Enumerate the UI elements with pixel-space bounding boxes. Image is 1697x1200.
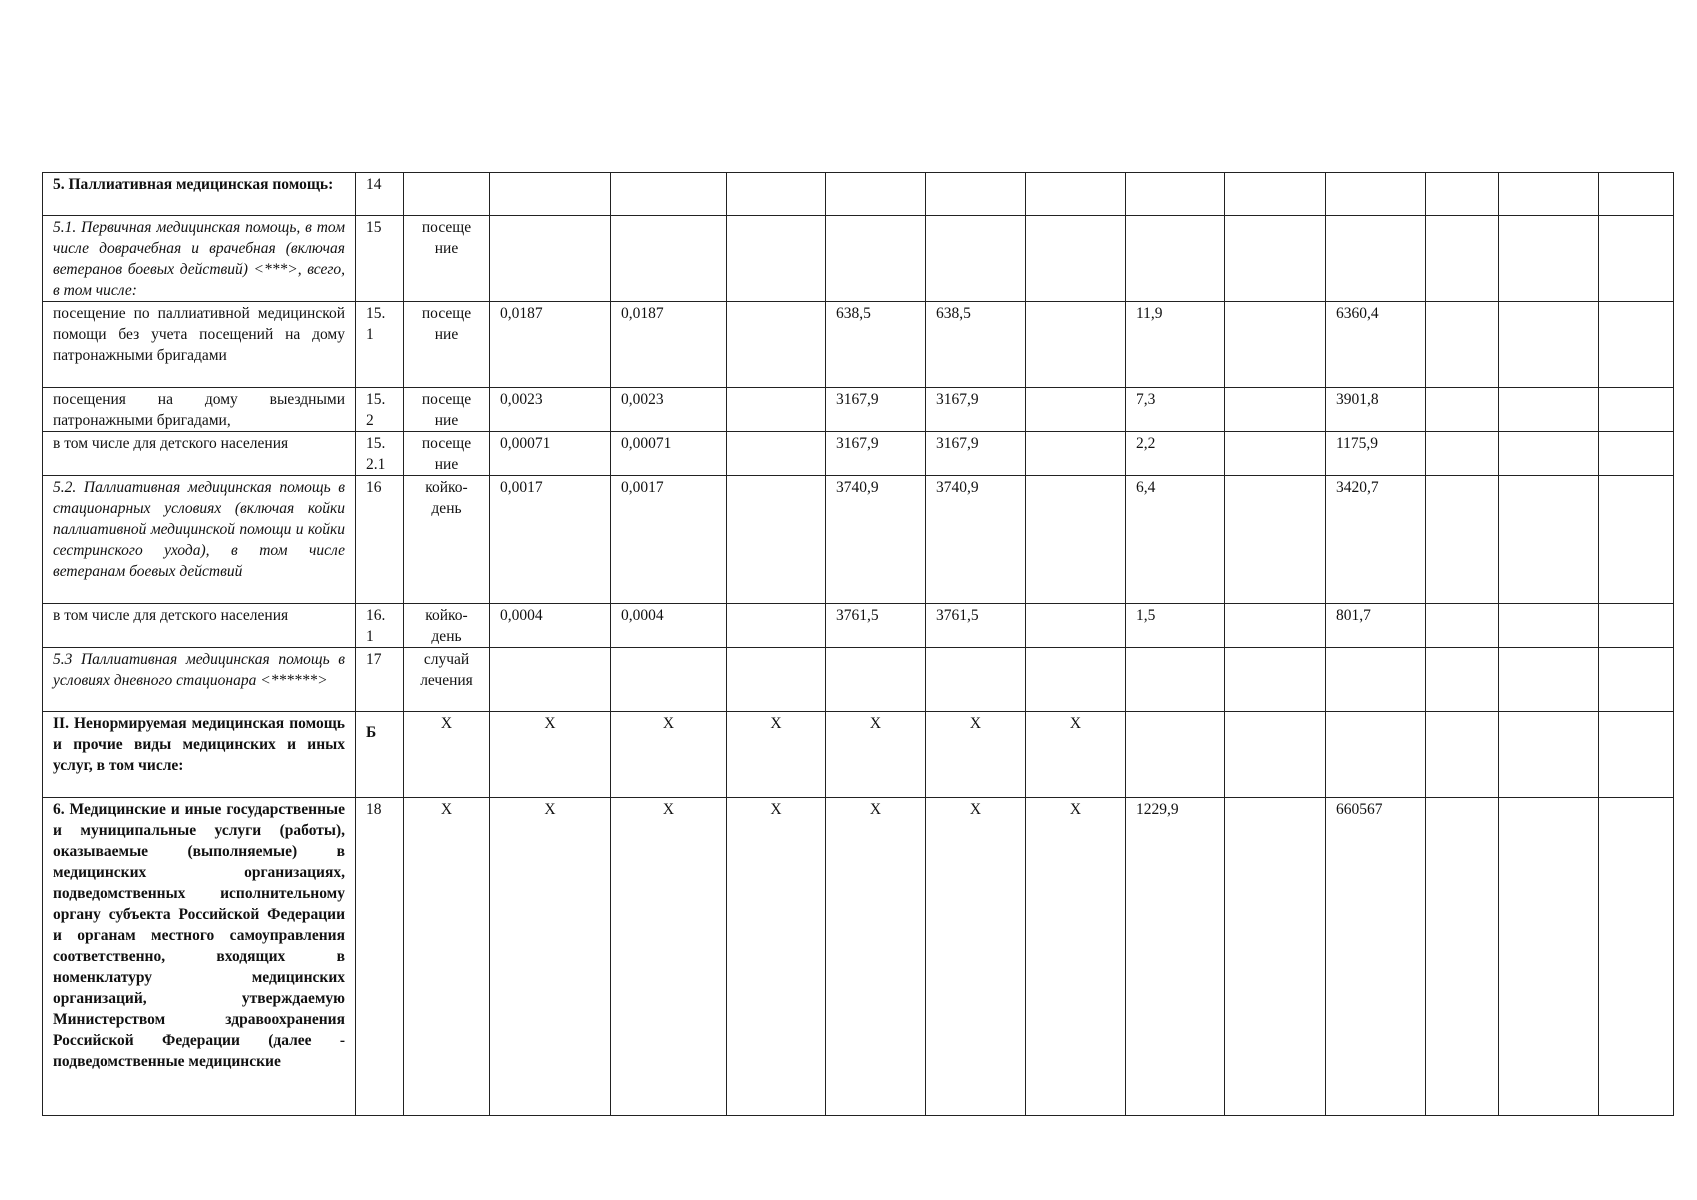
value-cell: 3167,9 (826, 432, 926, 476)
table-row (43, 712, 1674, 798)
unit-cell (404, 173, 490, 216)
value-cell (1326, 173, 1426, 216)
row-label: 5.3 Паллиативная медицинская помощь в условиях дневного стационара <******> (43, 648, 356, 712)
value-cell (1225, 798, 1326, 1116)
value-cell (1126, 216, 1225, 302)
value-cell (727, 476, 826, 604)
value-cell (1499, 388, 1599, 432)
value-cell: 3167,9 (826, 388, 926, 432)
value-cell: Х (926, 798, 1026, 1116)
value-cell: 0,0023 (490, 388, 611, 432)
value-cell (727, 648, 826, 712)
value-cell (1225, 648, 1326, 712)
value-cell: Х (611, 712, 727, 798)
row-number: 17 (356, 648, 404, 712)
value-cell: 1175,9 (1326, 432, 1426, 476)
value-cell: Х (1026, 712, 1126, 798)
row-number: 15. 1 (356, 302, 404, 388)
value-cell (727, 302, 826, 388)
value-cell (1599, 388, 1674, 432)
value-cell (490, 648, 611, 712)
table-row (43, 173, 1674, 216)
value-cell (1225, 302, 1326, 388)
value-cell (1426, 173, 1499, 216)
value-cell (1499, 173, 1599, 216)
value-cell (1499, 604, 1599, 648)
value-cell (826, 648, 926, 712)
value-cell: 638,5 (926, 302, 1026, 388)
value-cell: 3761,5 (826, 604, 926, 648)
value-cell: 0,00071 (490, 432, 611, 476)
value-cell: Х (490, 712, 611, 798)
value-cell: 0,0004 (611, 604, 727, 648)
value-cell (1326, 648, 1426, 712)
value-cell: 0,0187 (490, 302, 611, 388)
value-cell: 3740,9 (926, 476, 1026, 604)
unit-cell: посеще ние (404, 302, 490, 388)
row-label: 5.1. Первичная медицинская помощь, в том числе доврачебная и врачебная (включая ветеранов боевых действий) <***>, всего, в том числе: (43, 216, 356, 302)
value-cell: 0,0017 (611, 476, 727, 604)
value-cell (1225, 604, 1326, 648)
value-cell: Х (611, 798, 727, 1116)
value-cell (1225, 388, 1326, 432)
value-cell (1599, 216, 1674, 302)
value-cell: 660567 (1326, 798, 1426, 1116)
table-row (43, 476, 1674, 604)
value-cell: Х (1026, 798, 1126, 1116)
value-cell (1225, 216, 1326, 302)
value-cell (1026, 302, 1126, 388)
table-row (43, 302, 1674, 388)
value-cell: 3167,9 (926, 432, 1026, 476)
value-cell: 2,2 (1126, 432, 1225, 476)
row-label: II. Ненормируемая медицинская помощь и прочие виды медицинских и иных услуг, в том числе: (43, 712, 356, 798)
value-cell (611, 173, 727, 216)
row-label: в том числе для детского населения (43, 604, 356, 648)
value-cell (727, 388, 826, 432)
value-cell: Х (490, 798, 611, 1116)
value-cell: 3761,5 (926, 604, 1026, 648)
value-cell: 0,0023 (611, 388, 727, 432)
row-number: Б (356, 712, 404, 798)
table-row (43, 648, 1674, 712)
row-label: посещения на дому выездными патронажными бригадами, (43, 388, 356, 432)
row-number: 16 (356, 476, 404, 604)
table-row (43, 216, 1674, 302)
value-cell (1599, 712, 1674, 798)
unit-cell: койко- день (404, 476, 490, 604)
value-cell (727, 173, 826, 216)
value-cell: 0,0017 (490, 476, 611, 604)
value-cell (1599, 798, 1674, 1116)
value-cell (727, 216, 826, 302)
value-cell (1326, 216, 1426, 302)
unit-cell: посеще ние (404, 216, 490, 302)
value-cell (1126, 712, 1225, 798)
value-cell (1599, 302, 1674, 388)
unit-cell: койко- день (404, 604, 490, 648)
unit-cell: случай лечения (404, 648, 490, 712)
value-cell (1126, 648, 1225, 712)
value-cell (1426, 216, 1499, 302)
unit-cell: Х (404, 798, 490, 1116)
value-cell (727, 432, 826, 476)
table-row (43, 604, 1674, 648)
value-cell (826, 216, 926, 302)
value-cell (926, 216, 1026, 302)
value-cell (1599, 173, 1674, 216)
unit-cell: посеще ние (404, 388, 490, 432)
value-cell: 638,5 (826, 302, 926, 388)
table-row (43, 798, 1674, 1116)
value-cell (727, 604, 826, 648)
unit-cell: посеще ние (404, 432, 490, 476)
unit-cell: Х (404, 712, 490, 798)
value-cell (1026, 648, 1126, 712)
value-cell (1426, 432, 1499, 476)
value-cell: 3740,9 (826, 476, 926, 604)
value-cell (926, 173, 1026, 216)
table-row (43, 388, 1674, 432)
value-cell (1225, 712, 1326, 798)
row-label: 5.2. Паллиативная медицинская помощь в стационарных условиях (включая койки паллиативной медицинской помощи и койки сестринского ухода), в том числе ветеранам боевых действий (43, 476, 356, 604)
value-cell: Х (826, 712, 926, 798)
value-cell (1599, 604, 1674, 648)
table-row (43, 432, 1674, 476)
row-number: 15. 2 (356, 388, 404, 432)
value-cell: 3420,7 (1326, 476, 1426, 604)
value-cell: 6,4 (1126, 476, 1225, 604)
value-cell (1026, 173, 1126, 216)
value-cell (1126, 173, 1225, 216)
value-cell (611, 648, 727, 712)
value-cell (1426, 798, 1499, 1116)
value-cell: 3901,8 (1326, 388, 1426, 432)
value-cell (1426, 648, 1499, 712)
value-cell: Х (826, 798, 926, 1116)
value-cell (1599, 648, 1674, 712)
value-cell: Х (727, 712, 826, 798)
value-cell (1026, 476, 1126, 604)
row-number: 15 (356, 216, 404, 302)
value-cell (1426, 476, 1499, 604)
data-table (42, 172, 1674, 1116)
value-cell (926, 648, 1026, 712)
value-cell (611, 216, 727, 302)
row-number: 14 (356, 173, 404, 216)
value-cell (1225, 476, 1326, 604)
value-cell: 0,0187 (611, 302, 727, 388)
value-cell (1599, 432, 1674, 476)
value-cell (490, 173, 611, 216)
value-cell: Х (727, 798, 826, 1116)
row-label: 6. Медицинские и иные государственные и муниципальные услуги (работы), оказываемые (выполняемые) в медицинских организациях, подведомственных исполнительному органу субъекта Российской Федерации и органам местного самоуправления соответственно, входящих в номенклатуру медицинских организаций, утверждаемую Министерством здравоохранения Российской Федерации (далее - подведомственные медицинские (43, 798, 356, 1116)
value-cell (1426, 388, 1499, 432)
value-cell (1225, 432, 1326, 476)
value-cell (1026, 432, 1126, 476)
value-cell (1499, 648, 1599, 712)
value-cell (1026, 604, 1126, 648)
row-number: 18 (356, 798, 404, 1116)
value-cell (1599, 476, 1674, 604)
value-cell (1499, 302, 1599, 388)
value-cell: 3167,9 (926, 388, 1026, 432)
value-cell: 1,5 (1126, 604, 1225, 648)
value-cell (490, 216, 611, 302)
row-number: 15. 2.1 (356, 432, 404, 476)
value-cell (1499, 432, 1599, 476)
row-label: 5. Паллиативная медицинская помощь: (43, 173, 356, 216)
value-cell: 6360,4 (1326, 302, 1426, 388)
value-cell: 0,0004 (490, 604, 611, 648)
value-cell (1499, 798, 1599, 1116)
value-cell (1026, 388, 1126, 432)
value-cell: Х (926, 712, 1026, 798)
value-cell (1499, 216, 1599, 302)
value-cell: 0,00071 (611, 432, 727, 476)
value-cell: 7,3 (1126, 388, 1225, 432)
row-number: 16. 1 (356, 604, 404, 648)
value-cell (1499, 712, 1599, 798)
row-label: посещение по паллиативной медицинской помощи без учета посещений на дому патронажными бригадами (43, 302, 356, 388)
value-cell (1326, 712, 1426, 798)
value-cell (1026, 216, 1126, 302)
value-cell: 1229,9 (1126, 798, 1225, 1116)
value-cell (1426, 302, 1499, 388)
value-cell (826, 173, 926, 216)
value-cell: 11,9 (1126, 302, 1225, 388)
value-cell (1499, 476, 1599, 604)
row-label: в том числе для детского населения (43, 432, 356, 476)
value-cell (1426, 712, 1499, 798)
value-cell: 801,7 (1326, 604, 1426, 648)
value-cell (1426, 604, 1499, 648)
value-cell (1225, 173, 1326, 216)
